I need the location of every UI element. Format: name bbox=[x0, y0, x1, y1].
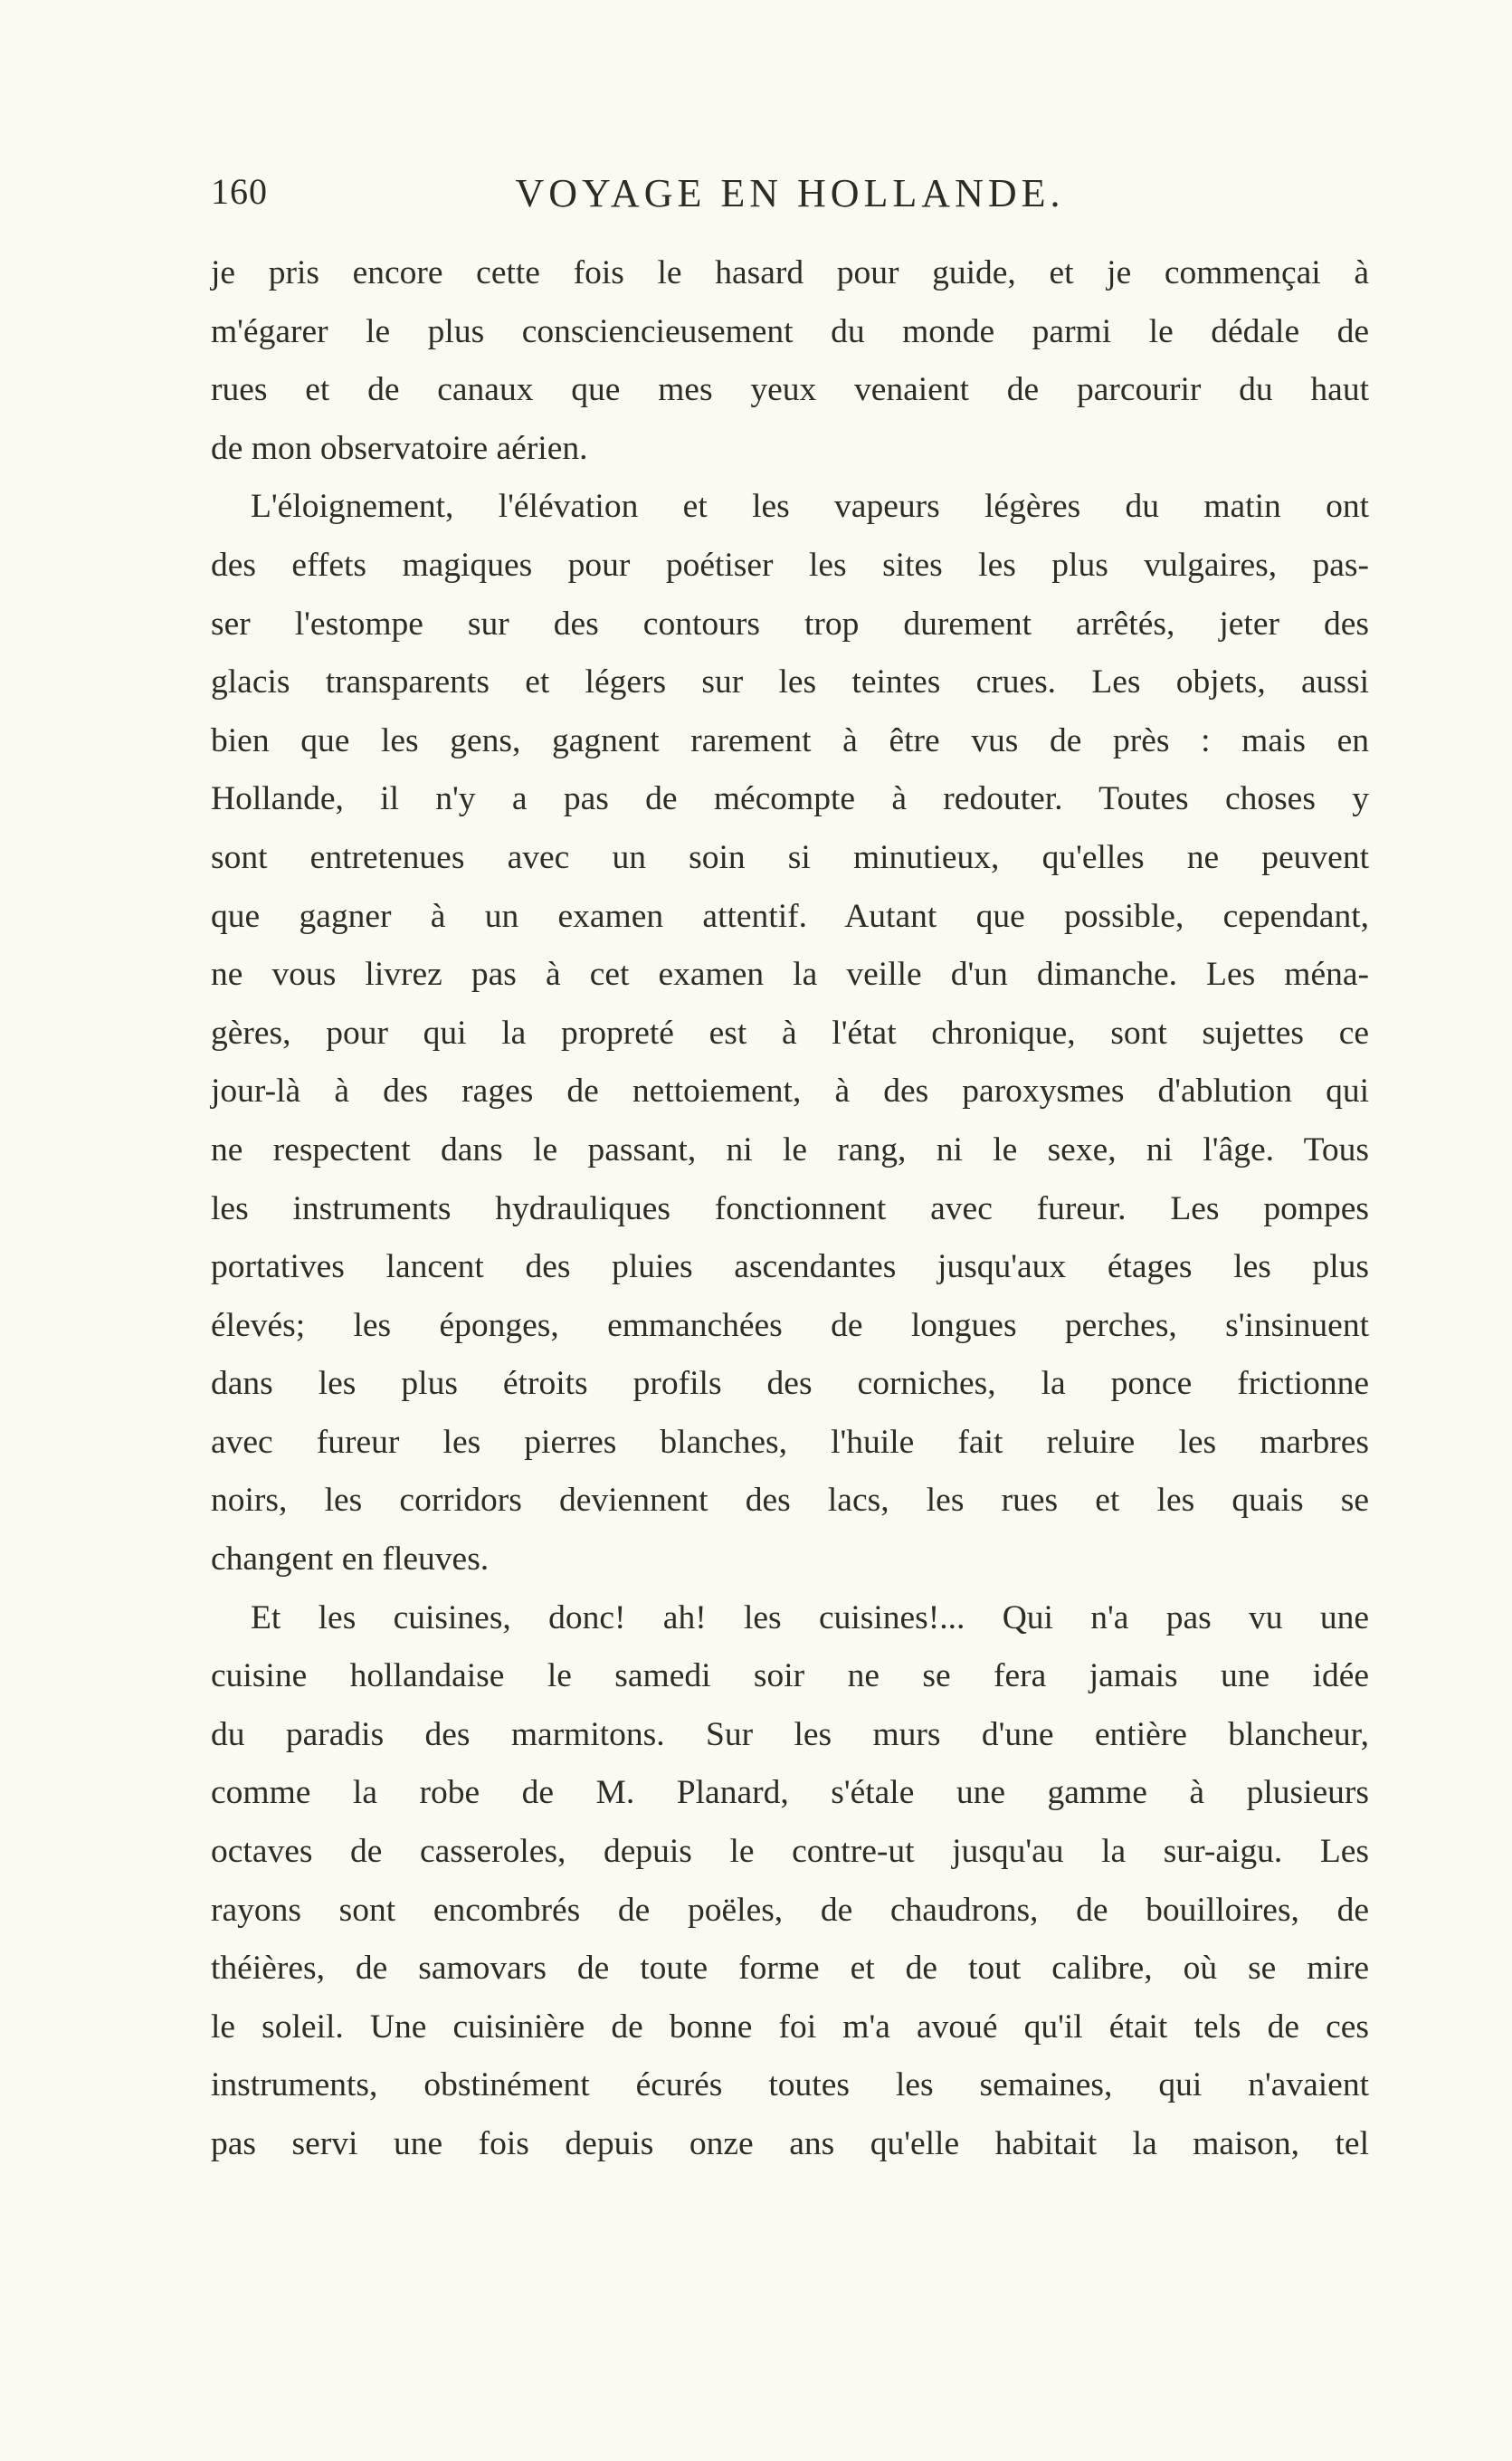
paragraph-3 bbox=[211, 1589, 1369, 2174]
paragraph-2 bbox=[211, 478, 1369, 1588]
text-line: que gagner à un examen attentif. Autant que possible, cependant, bbox=[211, 897, 1369, 935]
text-line: Et les cuisines, donc! ah! les cuisines!... Qui n'a pas vu une bbox=[251, 1598, 1369, 1636]
paragraph-1 bbox=[211, 244, 1369, 478]
text-line: dans les plus étroits profils des corniches, la ponce frictionne bbox=[211, 1365, 1369, 1403]
page-number: 160 bbox=[211, 171, 268, 212]
text-line: glacis transparents et légers sur les teintes crues. Les objets, aussi bbox=[211, 663, 1369, 701]
text-line: changent en fleuves. bbox=[211, 1541, 490, 1579]
running-title: VOYAGE EN HOLLANDE. bbox=[515, 171, 1065, 215]
text-line: bien que les gens, gagnent rarement à être vus de près : mais en bbox=[211, 721, 1369, 759]
text-line: de mon observatoire aérien. bbox=[211, 429, 588, 467]
text-line: gères, pour qui la propreté est à l'état chronique, sont sujettes ce bbox=[211, 1014, 1369, 1052]
text-line: rues et de canaux que mes yeux venaient de parcourir du haut bbox=[211, 371, 1369, 409]
text-line: noirs, les corridors deviennent des lacs, les rues et les quais se bbox=[211, 1482, 1369, 1520]
text-line: cuisine hollandaise le samedi soir ne se fera jamais une idée bbox=[211, 1657, 1369, 1695]
text-line: des effets magiques pour poétiser les sites les plus vulgaires, pas- bbox=[211, 546, 1369, 584]
text-line: octaves de casseroles, depuis le contre-ut jusqu'au la sur-aigu. Les bbox=[211, 1833, 1369, 1871]
text-line: Hollande, il n'y a pas de mécompte à redouter. Toutes choses y bbox=[211, 780, 1369, 818]
running-head bbox=[211, 170, 1369, 224]
text-line: théières, de samovars de toute forme et de tout calibre, où se mire bbox=[211, 1950, 1369, 1988]
text-line: du paradis des marmitons. Sur les murs d'une entière blancheur, bbox=[211, 1715, 1369, 1753]
text-line: ne respectent dans le passant, ni le rang, ni le sexe, ni l'âge. Tous bbox=[211, 1130, 1369, 1168]
text-line: élevés; les éponges, emmanchées de longues perches, s'insinuent bbox=[211, 1306, 1369, 1344]
text-line: m'égarer le plus consciencieusement du monde parmi le dédale de bbox=[211, 312, 1369, 350]
text-line: portatives lancent des pluies ascendantes jusqu'aux étages les plus bbox=[211, 1248, 1369, 1286]
text-line: avec fureur les pierres blanches, l'huile fait reluire les marbres bbox=[211, 1423, 1369, 1461]
text-line: pas servi une fois depuis onze ans qu'elle habitait la maison, tel bbox=[211, 2125, 1369, 2162]
body-text bbox=[211, 244, 1369, 2174]
text-line: L'éloignement, l'élévation et les vapeurs légères du matin ont bbox=[251, 488, 1369, 526]
text-line: je pris encore cette fois le hasard pour guide, et je commençai à bbox=[211, 254, 1369, 291]
text-line: les instruments hydrauliques fonctionnent avec fureur. Les pompes bbox=[211, 1189, 1369, 1227]
text-line: ser l'estompe sur des contours trop durement arrêtés, jeter des bbox=[211, 605, 1369, 643]
text-line: ne vous livrez pas à cet examen la veille d'un dimanche. Les ména- bbox=[211, 956, 1369, 994]
text-line: comme la robe de M. Planard, s'étale une gamme à plusieurs bbox=[211, 1774, 1369, 1812]
text-line: instruments, obstinément écurés toutes les semaines, qui n'avaient bbox=[211, 2066, 1369, 2104]
text-line: le soleil. Une cuisinière de bonne foi m'a avoué qu'il était tels de ces bbox=[211, 2008, 1369, 2046]
text-line: sont entretenues avec un soin si minutieux, qu'elles ne peuvent bbox=[211, 838, 1369, 876]
text-line: jour-là à des rages de nettoiement, à des paroxysmes d'ablution qui bbox=[211, 1073, 1369, 1111]
text-line: rayons sont encombrés de poëles, de chaudrons, de bouilloires, de bbox=[211, 1891, 1369, 1929]
